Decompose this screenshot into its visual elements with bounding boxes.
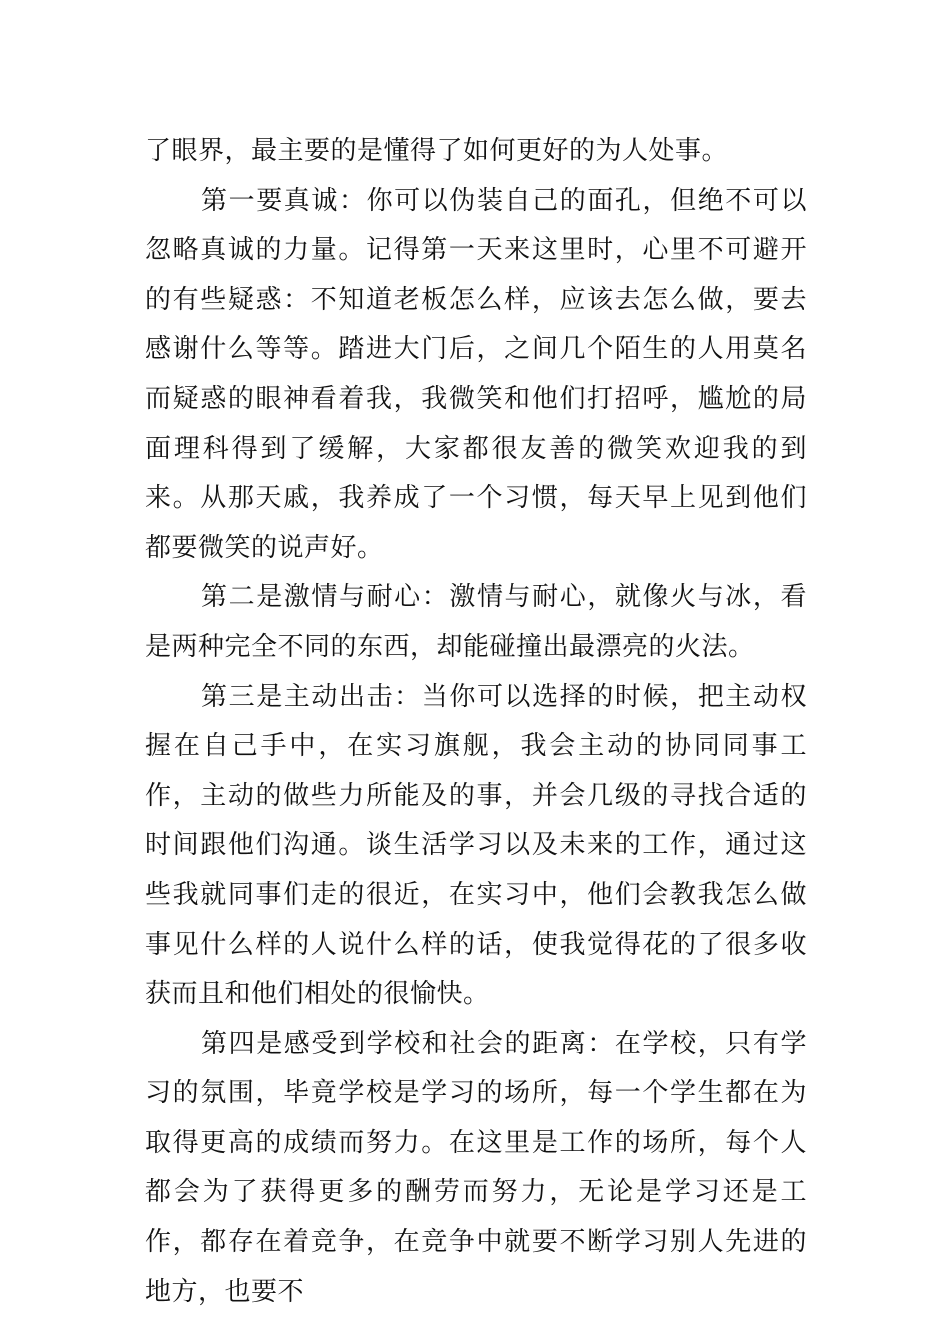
paragraph-school-society-distance: 第四是感受到学校和社会的距离：在学校，只有学习的氛围，毕竟学校是学习的场所，每一个学生都在为取得更高的成绩而努力。在这里是工作的场所，每个人都会为了获得更多的酬劳而努力，无论是学习还是工作，都存在着竞争，在竞争中就要不断学习别人先进的地方，也要不 [145, 1028, 807, 1307]
paragraph-continuation: 了眼界，最主要的是懂得了如何更好的为人处事。 [145, 136, 729, 166]
document-body [145, 127, 807, 1317]
paragraph-sincerity: 第一要真诚：你可以伪装自己的面孔，但绝不可以忽略真诚的力量。记得第一天来这里时，心里不可避开的有些疑惑：不知道老板怎么样，应该去怎么做，要去感谢什么等等。踏进大门后，之间几个陌生的人用莫名而疑惑的眼神看着我，我微笑和他们打招呼，尴尬的局面理科得到了缓解，大家都很友善的微笑欢迎我的到来。从那天戚，我养成了一个习惯，每天早上见到他们都要微笑的说声好。 [145, 185, 807, 563]
paragraph-initiative: 第三是主动出击：当你可以选择的时候，把主动权握在自己手中，在实习旗舰，我会主动的协同同事工作，主动的做些力所能及的事，并会几级的寻找合适的时间跟他们沟通。谈生活学习以及未来的工作，通过这些我就同事们走的很近，在实习中，他们会教我怎么做事见什么样的人说什么样的话，使我觉得花的了很多收获而且和他们相处的很愉快。 [145, 681, 807, 1010]
paragraph-passion-patience: 第二是激情与耐心：激情与耐心，就像火与冰，看是两种完全不同的东西，却能碰撞出最漂亮的火法。 [145, 582, 807, 662]
